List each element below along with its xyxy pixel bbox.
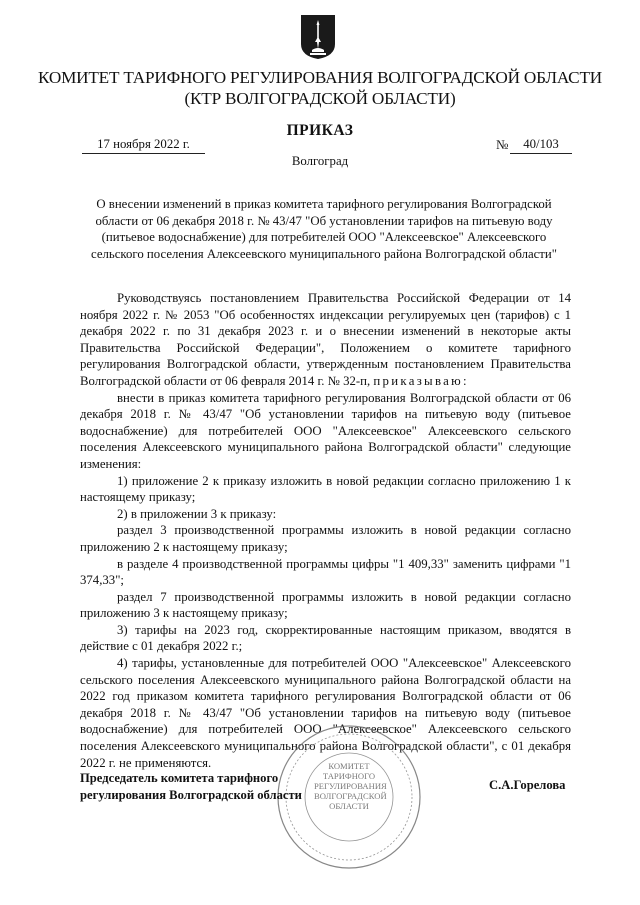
paragraph-preamble: [80, 290, 571, 390]
paragraph: раздел 7 производственной программы изложить в новой редакции согласно приложению 3 к настоящему приказу;: [80, 589, 571, 621]
document-title: ПРИКАЗ: [286, 122, 354, 139]
signatory-name: С.А.Горелова: [489, 778, 566, 792]
seal-text: РЕГУЛИРОВАНИЯ: [314, 781, 387, 791]
paragraph: 2) в приложении 3 к приказу:: [117, 506, 277, 521]
seal-text: ВОЛГОГРАДСКОЙ: [314, 791, 387, 801]
order-verb: приказываю:: [373, 373, 469, 388]
order-date: 17 ноября 2022 г.: [82, 137, 205, 154]
paragraph: раздел 3 производственной программы изложить в новой редакции согласно приложению 2 к настоящему приказу;: [80, 523, 571, 554]
seal-text: ТАРИФНОГО: [322, 771, 376, 781]
order-number: 40/103: [510, 137, 572, 154]
signatory-position: [80, 770, 302, 804]
order-number-label: №: [496, 137, 509, 152]
paragraph: 1) приложение 2 к приказу изложить в новой редакции согласно приложению 1 к настоящему приказу;: [80, 473, 571, 505]
order-subject: О внесении изменений в приказ комитета тарифного регулирования Волгоградской области от 06 декабря 2018 г. № 43/47 "Об установлении тарифов на питьевую воду (питьевое водоснабжение) для потребителей ООО "Алексеевское" Алексеевского сельского поселения Алексеевского муниципального района Волгоградской области": [91, 197, 557, 261]
seal-text: ОБЛАСТИ: [329, 801, 369, 811]
order-city: Волгоград: [291, 154, 349, 168]
organization-short-name: (КТР ВОЛГОГРАДСКОЙ ОБЛАСТИ): [184, 89, 456, 108]
coat-of-arms-icon: [300, 14, 336, 60]
order-body: [80, 290, 571, 771]
signatory-position-line: регулирования Волгоградской области: [80, 788, 302, 802]
signatory-position-line: Председатель комитета тарифного: [80, 771, 279, 785]
preamble-text: Руководствуясь постановлением Правительства Российской Федерации от 14 ноября 2022 г. № 2053 "Об особенностях индексации регулируемых цен (тарифов) с 1 декабря 2022 г. по 31 декабря 2023 г. и о внесении изменений в некоторые акты Правительства Российской Федерации", Положением о комитете тарифного регулирования Волгоградской области, утвержденным постановлением Правительства Волгоградской области от 06 февраля 2014 г. № 32-п,: [80, 291, 571, 388]
paragraph: 3) тарифы на 2023 год, скорректированные настоящим приказом, вводятся в действие с 01 декабря 2022 г.;: [80, 622, 571, 654]
paragraph: внести в приказ комитета тарифного регулирования Волгоградской области от 06 декабря 2018 г. № 43/47 "Об установлении тарифов на питьевую воду (питьевое водоснабжение) для потребителей ООО "Алексеевское" Алексеевского сельского поселения Алексеевского муниципального района Волгоградской области" следующие изменения:: [80, 390, 571, 471]
organization-name: КОМИТЕТ ТАРИФНОГО РЕГУЛИРОВАНИЯ ВОЛГОГРАДСКОЙ ОБЛАСТИ: [38, 68, 602, 87]
paragraph: 4) тарифы, установленные для потребителей ООО "Алексеевское" Алексеевского сельского поселения Алексеевского муниципального района Волгоградской области на 2022 год приказом комитета тарифного регулирования Волгоградской области от 06 декабря 2018 г. № 43/47 "Об установлении тарифов на питьевую воду (питьевое водоснабжение) для потребителей ООО "Алексеевское" Алексеевского сельского поселения Алексеевского муниципального района Волгоградской области", с 01 декабря 2022 г. не применяются.: [80, 656, 571, 770]
seal-text: КОМИТЕТ: [328, 761, 370, 771]
paragraph: в разделе 4 производственной программы цифры "1 409,33" заменить цифрами "1 374,33";: [80, 556, 571, 588]
